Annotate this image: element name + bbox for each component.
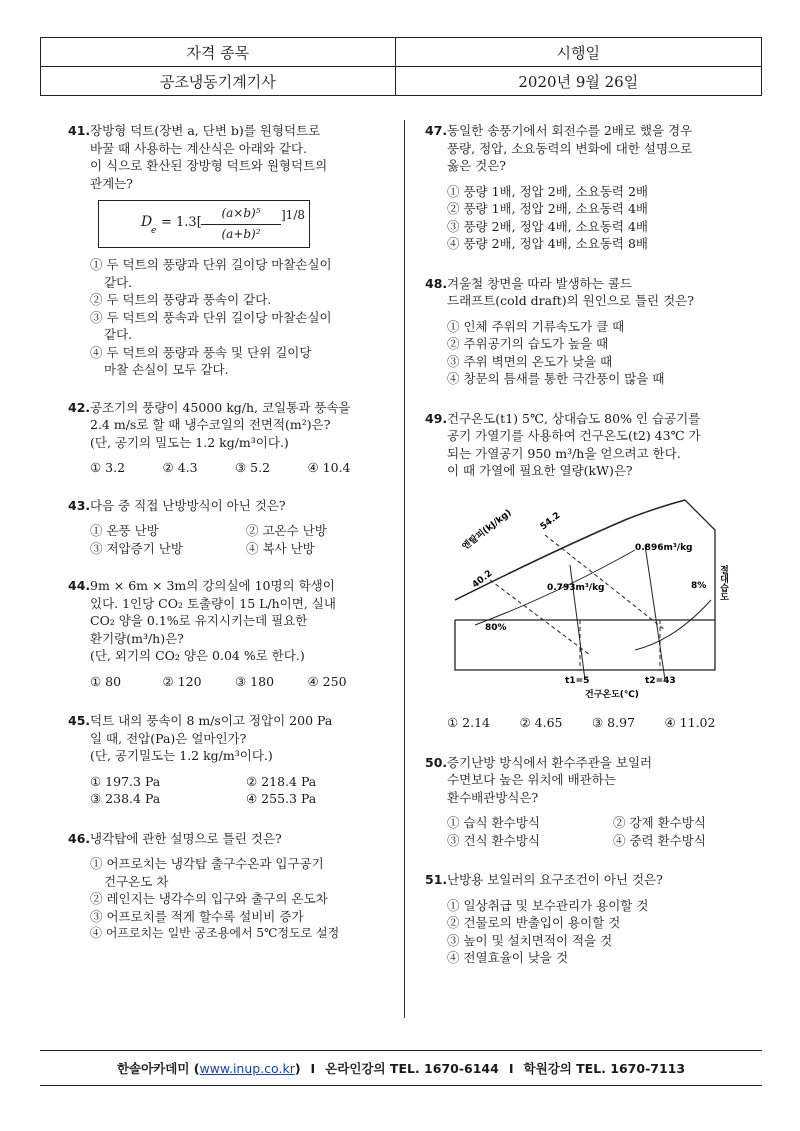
question-text: 다음 중 직접 난방방식이 아닌 것은? <box>90 497 286 513</box>
option-continuation: 같다. <box>104 274 133 290</box>
question-text: 일 때, 전압(Pa)은 얼마인가? <box>90 730 247 746</box>
question-text: 덕트 내의 풍속이 8 m/s이고 정압이 200 Pa <box>90 713 333 728</box>
option[interactable]: ④ 창문의 틈새를 통한 극간풍이 많을 때 <box>447 371 665 386</box>
option[interactable]: ① 3.2 <box>90 460 126 475</box>
volume-line-2 <box>645 545 665 680</box>
question-number: 50. <box>425 754 448 770</box>
question-text: 수면보다 높은 위치에 배관하는 <box>447 772 616 787</box>
option[interactable]: ① 온풍 난방 <box>90 523 159 538</box>
rh8-curve <box>635 600 711 650</box>
question-text: 되는 가열공기 950 m³/h을 얻으려고 한다. <box>447 445 681 461</box>
question-44 <box>68 577 398 690</box>
question-number: 46. <box>68 830 91 846</box>
question-text: 환기량(m³/h)은? <box>90 630 184 646</box>
options-list <box>68 773 398 808</box>
option[interactable]: ④ 복사 난방 <box>246 540 315 556</box>
x-axis-label: 건구온도(℃) <box>585 689 639 700</box>
volume-label-1: 0.793m³/kg <box>547 582 605 593</box>
rh-label-8: 8% <box>691 580 707 591</box>
question-47 <box>425 122 775 253</box>
footer-academy: 한솔아카데미 (www.inup.co.kr) <box>116 1061 301 1076</box>
question-49 <box>425 410 775 732</box>
formula-box <box>98 200 310 248</box>
question-46 <box>68 830 398 943</box>
options-list <box>68 855 398 943</box>
option[interactable]: ④ 풍량 2배, 정압 4배, 소요동력 8배 <box>447 236 648 251</box>
option[interactable]: ④ 250 <box>307 673 347 689</box>
option[interactable]: ① 80 <box>90 673 122 689</box>
options-list <box>425 897 775 967</box>
option[interactable]: ④ 중력 환수방식 <box>613 832 706 848</box>
option[interactable]: ① 습식 환수방식 <box>447 815 540 830</box>
header-exam-date: 2020년 9월 26일 <box>395 67 761 96</box>
option[interactable]: ① 인체 주위의 기류속도가 클 때 <box>447 318 625 334</box>
option-continuation: 같다. <box>104 327 133 342</box>
footer-online-tel: 온라인강의 TEL. 1670-6144 <box>325 1061 499 1076</box>
psychrometric-chart <box>435 490 755 700</box>
question-text: 냉각탑에 관한 설명으로 틀린 것은? <box>90 830 282 846</box>
question-number: 47. <box>425 123 448 138</box>
formula-coef: = 1.3[ <box>161 215 202 230</box>
formula-numerator: (a×b)⁵ <box>221 206 261 220</box>
question-text: 이 때 가열에 필요한 열량(kW)은? <box>447 463 633 478</box>
question-text: 바꿀 때 사용하는 계산식은 아래와 같다. <box>90 140 308 156</box>
option[interactable]: ③ 8.97 <box>592 715 636 730</box>
option[interactable]: ② 4.65 <box>519 715 563 730</box>
option[interactable]: ③ 주위 벽면의 온도가 낮을 때 <box>447 353 613 369</box>
question-text: 환수배관방식은? <box>447 789 539 805</box>
option[interactable]: ① 일상취급 및 보수관리가 용이할 것 <box>447 897 649 913</box>
question-text: 풍량, 정압, 소요동력의 변화에 대한 설명으로 <box>447 140 693 156</box>
question-text: 관계는? <box>90 175 133 191</box>
option[interactable]: ② 218.4 Pa <box>246 773 317 789</box>
question-48 <box>425 275 775 388</box>
question-text: 장방형 덕트(장변 a, 단변 b)를 원형덕트로 <box>90 123 321 138</box>
question-text: 공조기의 풍량이 45000 kg/h, 코일통과 풍속을 <box>90 399 351 415</box>
question-text: 겨울철 창면을 따라 발생하는 콜드 <box>447 275 632 291</box>
question-text: 이 식으로 환산된 장방형 덕트와 원형덕트의 <box>90 158 328 173</box>
option[interactable]: ② 강제 환수방식 <box>613 815 706 830</box>
header-date-label: 시행일 <box>395 38 761 67</box>
footer-offline-tel: 학원강의 TEL. 1670-7113 <box>523 1061 686 1076</box>
question-text: (단, 공기의 밀도는 1.2 kg/m³이다.) <box>90 434 289 450</box>
footer-bar <box>40 1050 762 1086</box>
volume-label-2: 0.896m³/kg <box>635 542 693 553</box>
option[interactable]: ④ 11.02 <box>664 715 716 730</box>
question-text: 난방용 보일러의 요구조건이 아닌 것은? <box>447 872 663 887</box>
rh-label-80: 80% <box>485 622 507 633</box>
column-divider <box>404 120 405 1018</box>
option[interactable]: ② 4.3 <box>162 460 198 475</box>
option[interactable]: ③ 238.4 Pa <box>90 791 161 806</box>
question-number: 41. <box>68 123 91 138</box>
question-text: (단, 공기밀도는 1.2 kg/m³이다.) <box>90 748 273 763</box>
option[interactable]: ③ 높이 및 설치면적이 적을 것 <box>447 932 613 948</box>
option[interactable]: ③ 180 <box>235 673 275 689</box>
enthalpy-value-2: 54.2 <box>538 510 563 532</box>
options-list <box>425 183 775 253</box>
question-51 <box>425 871 775 967</box>
formula-lhs: D <box>141 214 153 230</box>
option[interactable]: ② 레인지는 냉각수의 입구와 출구의 온도차 <box>90 891 328 906</box>
fraction-bar <box>201 224 281 225</box>
abs-humidity-label: 절대습도 <box>718 564 728 601</box>
option[interactable]: ③ 두 덕트의 풍속과 단위 길이당 마찰손실이 <box>90 309 332 325</box>
options-list <box>425 814 775 849</box>
left-column <box>68 122 398 957</box>
options-list <box>425 318 775 388</box>
option[interactable]: ① 풍량 1배, 정압 2배, 소요동력 2배 <box>447 183 648 199</box>
question-number: 44. <box>68 578 91 593</box>
question-43 <box>68 497 398 558</box>
header-exam-name: 공조냉동기계기사 <box>41 67 396 96</box>
question-number: 49. <box>425 410 448 426</box>
question-text: 증기난방 방식에서 환수주관을 보일러 <box>447 754 653 770</box>
option-continuation: 건구온도 차 <box>104 873 169 889</box>
question-42 <box>68 399 398 477</box>
option-continuation: 마찰 손실이 모두 같다. <box>104 362 229 377</box>
option[interactable]: ② 주위공기의 습도가 높을 때 <box>447 336 609 351</box>
option[interactable]: ④ 255.3 Pa <box>246 791 317 806</box>
options-list <box>425 714 737 732</box>
option[interactable]: ③ 저압증기 난방 <box>90 540 183 556</box>
question-text: 동일한 송풍기에서 회전수를 2배로 했을 경우 <box>447 123 693 138</box>
option[interactable]: ④ 10.4 <box>307 460 351 475</box>
formula-denominator: (a+b)² <box>221 226 261 241</box>
option[interactable]: ③ 어프로치를 적게 할수록 설비비 증가 <box>90 908 304 924</box>
question-text: (단, 외기의 CO₂ 양은 0.04 %로 한다.) <box>90 648 305 663</box>
formula-subscript: e <box>151 226 157 236</box>
question-text: 건구온도(t1) 5℃, 상대습도 80% 인 습공기를 <box>447 410 701 426</box>
footer-separator: I <box>310 1060 316 1076</box>
question-number: 48. <box>425 275 448 291</box>
option[interactable]: ③ 건식 환수방식 <box>447 832 540 848</box>
right-column <box>425 122 775 981</box>
question-text: 공기 가열기를 사용하여 건구온도(t2) 43℃ 가 <box>447 428 701 443</box>
option[interactable]: ① 어프로치는 냉각탑 출구수온과 입구공기 <box>90 856 324 871</box>
header-subject-label: 자격 종목 <box>41 38 396 67</box>
t1-label: t1=5 <box>565 675 590 686</box>
option[interactable]: ② 120 <box>162 673 202 689</box>
footer-separator: I <box>508 1060 514 1076</box>
question-number: 43. <box>68 497 91 513</box>
options-list <box>68 522 398 557</box>
question-41 <box>68 122 398 379</box>
option[interactable]: ④ 전열효율이 낮을 것 <box>447 950 569 965</box>
exam-header-table <box>40 37 762 96</box>
question-text: 9m × 6m × 3m의 강의실에 10명의 학생이 <box>90 578 335 593</box>
question-number: 45. <box>68 713 91 728</box>
option[interactable]: ④ 어프로치는 일반 공조용에서 5℃정도로 설정 <box>90 926 340 940</box>
option[interactable]: ② 고온수 난방 <box>246 523 327 538</box>
option[interactable]: ③ 5.2 <box>235 460 271 475</box>
question-text: 있다. 1인당 CO₂ 토출량이 15 L/h이면, 실내 <box>90 595 336 611</box>
enthalpy-value-1: 40.2 <box>470 568 495 590</box>
option[interactable]: ③ 풍량 2배, 정압 4배, 소요동력 4배 <box>447 218 648 234</box>
question-text: 드래프트(cold draft)의 원인으로 틀린 것은? <box>447 293 694 308</box>
options-list <box>68 256 398 379</box>
question-45 <box>68 712 398 808</box>
options-list <box>68 673 380 691</box>
formula-exponent: ]1/8 <box>281 208 305 222</box>
option[interactable]: ① 두 덕트의 풍량과 단위 길이당 마찰손실이 <box>90 257 332 272</box>
option[interactable]: ① 197.3 Pa <box>90 773 161 789</box>
footer-website-link[interactable]: www.inup.co.kr <box>199 1061 295 1076</box>
option[interactable]: ① 2.14 <box>447 715 491 730</box>
question-number: 42. <box>68 399 91 415</box>
formula-fraction <box>201 205 281 243</box>
option[interactable]: ④ 두 덕트의 풍량과 풍속 및 단위 길이당 <box>90 344 312 360</box>
enthalpy-axis-label: 엔탈피(kJ/kg) <box>460 507 514 552</box>
options-list <box>68 459 380 477</box>
option[interactable]: ② 풍량 1배, 정압 2배, 소요동력 4배 <box>447 201 648 216</box>
question-text: 옳은 것은? <box>447 158 506 173</box>
question-text: 2.4 m/s로 할 때 냉수코일의 전면적(m²)은? <box>90 417 331 432</box>
t2-label: t2=43 <box>645 675 676 686</box>
question-50 <box>425 754 775 850</box>
question-text: CO₂ 양을 0.1%로 유지시키는데 필요한 <box>90 613 308 628</box>
option[interactable]: ② 건물로의 반출입이 용이할 것 <box>447 915 621 930</box>
question-number: 51. <box>425 872 448 887</box>
option[interactable]: ② 두 덕트의 풍량과 풍속이 같다. <box>90 292 272 307</box>
